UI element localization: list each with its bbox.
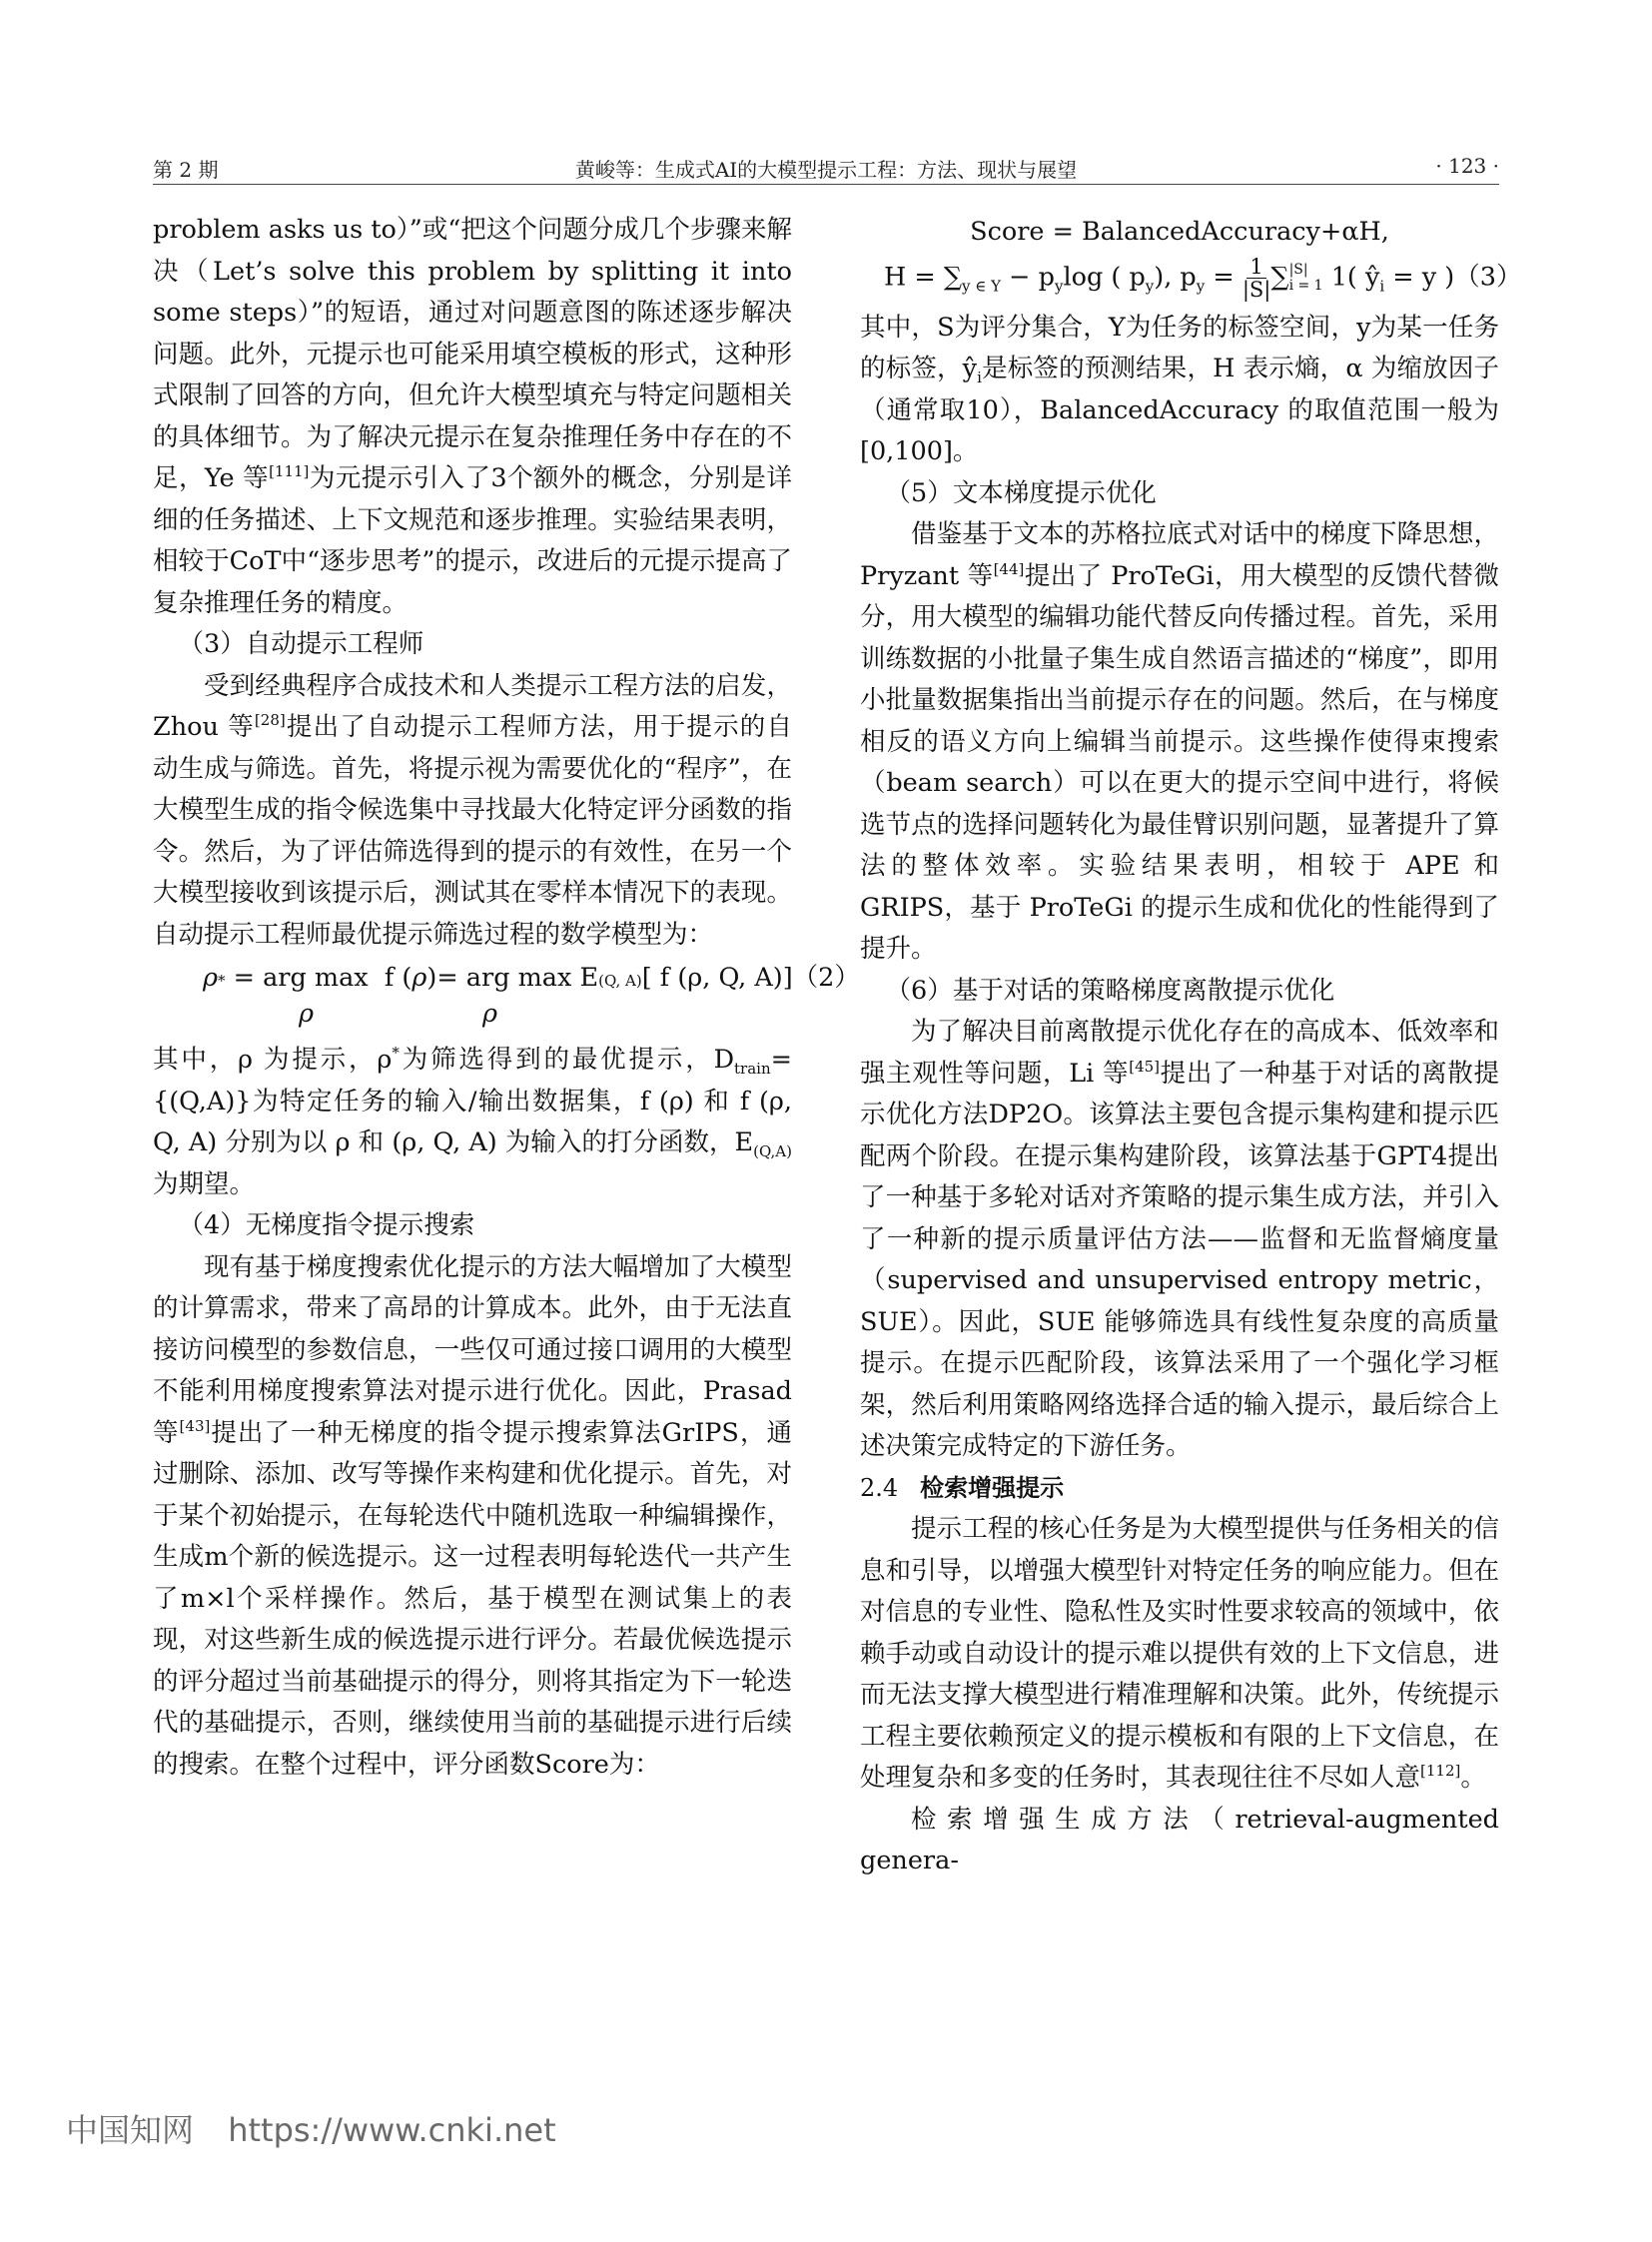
- paragraph: [153, 210, 792, 624]
- text: 为元提示引入了3个额外的概念，分别是详细的任务描述、上下文规范和逐步推理。实验结果表明，相较于CoT中“逐步思考”的提示，改进后的元提示提高了复杂推理任务的精度。: [153, 463, 792, 618]
- paragraph: 检索增强生成方法（retrieval-augmented genera-: [860, 1804, 1499, 1875]
- eq-term: = arg max f (: [225, 963, 413, 993]
- eq-term: [ f (ρ, Q, A)]: [641, 963, 793, 993]
- cnki-logo: 中国知网: [66, 2111, 195, 2149]
- text: 借鉴基于文本的苏格拉底式对话中的梯度下降思想，Pryzant 等: [860, 519, 1499, 591]
- eq-term: |S|: [1241, 277, 1271, 302]
- equation-2: ρ * = arg max f ( ρ )= arg max E (Q, A) [ f (ρ, Q, A)] （2） ρ ρ: [153, 958, 792, 1038]
- eq-term: =: [1205, 262, 1242, 292]
- text: problem asks us to）”或“把这个问题分成几个步骤来解决（Let’s solve this problem by splitting it into some steps）”的短语，通过对问题意图的陈述逐步解决问题。此外，元提示也可能采用填空模板的形式，这种形式限制了回答的方向，但允许大模型填充与特定问题相关的具体细节。为了解决元提示在复杂推理任务中存在的不足，Ye 等: [153, 215, 792, 493]
- text: 提出了自动提示工程师方法，用于提示的自动生成与筛选。首先，将提示视为需要优化的“程序”，在大模型生成的指令候选集中寻找最大化特定评分函数的指令。然后，为了评估筛选得到的提示的有效性，在另一个大模型接收到该提示后，测试其在零样本情况下的表现。自动提示工程师最优提示筛选过程的数学模型为：: [153, 712, 792, 950]
- watermark-footer: [66, 2105, 556, 2151]
- equation-3-line2: [860, 254, 1522, 306]
- eq-term: H = ∑: [884, 262, 963, 292]
- text: 其中，ρ 为提示，ρ: [153, 1045, 393, 1075]
- eq-term: y ∈ Y: [962, 277, 1002, 295]
- text: 为了解决目前离散提示优化存在的高成本、低效率和强主观性等问题，Li 等: [860, 1017, 1499, 1089]
- text: 为期望。: [153, 1168, 256, 1199]
- eq-term: i: [1379, 277, 1385, 295]
- eq-term: ρ: [482, 998, 497, 1029]
- paragraph: [153, 1247, 792, 1787]
- text: (Q,A): [753, 1142, 792, 1160]
- eq-term: )= arg max E: [426, 963, 599, 993]
- sum-limits: [1289, 262, 1323, 294]
- section-title: 检索增强提示: [920, 1473, 1065, 1502]
- text: *: [392, 1044, 400, 1062]
- running-header: [153, 150, 1499, 184]
- paragraph: [153, 666, 792, 957]
- citation: [112]: [1420, 1762, 1461, 1780]
- text: i: [977, 369, 982, 386]
- subsection-heading: （6）基于对话的策略梯度离散提示优化: [885, 975, 1335, 1006]
- citation: [44]: [993, 559, 1025, 578]
- text: 提出了 ProTeGi，用大模型的反馈代替微分，用大模型的编辑功能代替反向传播过程。首先，采用训练数据的小批量子集生成自然语言描述的“梯度”，即用小批量数据集指出当前提示存在的问题。然后，在与梯度相反的语义方向上编辑当前提示。这些操作使得束搜索（beam search）可以在更大的提示空间中进行，将候选节点的选择问题转化为最佳臂识别问题，显著提升了算法的整体效率。实验结果表明，相较于 APE 和 GRIPS，基于 ProTeGi 的提示生成和优化的性能得到了提升。: [860, 560, 1500, 964]
- eq-term: log ( p: [1063, 262, 1146, 292]
- eq-term: |S|: [1288, 262, 1308, 278]
- equation-number: （2）: [792, 963, 860, 993]
- citation: [28]: [254, 711, 286, 729]
- text: 提出了一种无梯度的指令提示搜索算法GrIPS，通过删除、添加、改写等操作来构建和优化提示。首先，对于某个初始提示，在每轮迭代中随机选取一种编辑操作，生成m个新的候选提示。这一过程表明每轮迭代一共产生了m×l个采样操作。然后，基于模型在测试集上的表现，对这些新生成的候选提示进行评分。若最优候选提示的评分超过当前基础提示的得分，则将其指定为下一轮迭代的基础提示，否则，继续使用当前的基础提示进行后续的搜索。在整个过程中，评分函数Score为：: [153, 1417, 792, 1780]
- paragraph: [153, 1040, 792, 1205]
- paragraph: [860, 1012, 1499, 1468]
- page-number: · 123 ·: [1435, 154, 1499, 178]
- citation: [43]: [179, 1416, 211, 1435]
- text: 为筛选得到的最优提示，D: [399, 1045, 735, 1075]
- running-title: 黄峻等：生成式AI的大模型提示工程：方法、现状与展望: [574, 158, 1078, 182]
- eq-term: 1: [1246, 256, 1265, 279]
- right-column: [860, 210, 1522, 1882]
- eq-term: y: [1145, 277, 1155, 295]
- text: 是标签的预测结果，H 表示熵，α 为缩放因子（通常取10），BalancedAccuracy 的取值范围一般为[0,100]。: [860, 354, 1500, 466]
- text: 提示工程的核心任务是为大模型提供与任务相关的信息和引导，以增强大模型针对特定任务的响应能力。但在对信息的专业性、隐私性及实时性要求较高的领域中，依赖手动或自动设计的提示难以提供有效的上下文信息，进而无法支撑大模型进行精准理解和决策。此外，传统提示工程主要依赖预定义的提示模板和有限的上下文信息，在处理复杂和多变的任务时，其表现往往不尽如人意: [860, 1514, 1499, 1793]
- equation-3-line1: Score = BalancedAccuracy+αH,: [970, 217, 1389, 247]
- subsection-heading: （4）无梯度指令提示搜索: [178, 1210, 475, 1240]
- eq-term: ρ: [203, 963, 218, 993]
- text: 现有基于梯度搜索优化提示的方法大幅增加了大模型的计算需求，带来了高昂的计算成本。此外，由于无法直接访问模型的参数信息，一些仅可通过接口调用的大模型不能利用梯度搜索算法对提示进行优化。因此，Prasad 等: [153, 1251, 792, 1448]
- eq-term: = y )（3）: [1384, 262, 1522, 292]
- fraction: [1242, 256, 1271, 301]
- eq-term: − p: [1001, 262, 1055, 292]
- eq-term: ρ: [412, 963, 427, 993]
- citation: [45]: [1129, 1057, 1161, 1076]
- cnki-url[interactable]: https://www.cnki.net: [228, 2111, 556, 2149]
- issue-number: 第 2 期: [153, 158, 219, 182]
- eq-term: 1( ŷ: [1322, 262, 1380, 292]
- text: 受到经典程序合成技术和人类提示工程方法的启发，Zhou 等: [153, 670, 792, 742]
- text: train: [734, 1060, 771, 1078]
- section-number: 2.4: [860, 1473, 899, 1502]
- eq-term: ∑: [1270, 262, 1289, 292]
- left-column: [153, 210, 860, 1786]
- citation: [111]: [269, 462, 310, 480]
- text: 。: [1460, 1763, 1486, 1793]
- subsection-heading: （5）文本梯度提示优化: [885, 477, 1157, 508]
- eq-term: ), p: [1154, 262, 1197, 292]
- paragraph: [860, 514, 1499, 971]
- paragraph: [860, 308, 1499, 473]
- text: = {(Q,A)}为特定任务的输入/输出数据集，f (ρ) 和 f (ρ, Q, A) 分别为以 ρ 和 (ρ, Q, A) 为输入的打分函数，E: [153, 1045, 793, 1157]
- eq-term: y: [1196, 277, 1206, 295]
- text: 提出了一种基于对话的离散提示优化方法DP2O。该算法主要包含提示集构建和提示匹配两个阶段。在提示集构建阶段，该算法基于GPT4提出了一种基于多轮对话对齐策略的提示集生成方法，并引入了一种新的提示质量评估方法——监督和无监督熵度量（supervised and unsupervised entropy metric，SUE）。因此，SUE 能够筛选具有线性复杂度的高质量提示。在提示匹配阶段，该算法采用了一个强化学习框架，然后利用策略网络选择合适的输入提示，最后综合上述决策完成特定的下游任务。: [860, 1058, 1499, 1461]
- section-heading: [860, 1468, 1499, 1510]
- eq-term: ρ: [299, 998, 314, 1029]
- subsection-heading: （3）自动提示工程师: [178, 629, 424, 659]
- header-rule: [153, 184, 1499, 185]
- eq-term: i = 1: [1288, 278, 1323, 294]
- paragraph: [860, 1509, 1499, 1800]
- eq-term: y: [1054, 277, 1064, 295]
- text: 其中，S为评分集合，Y为任务的标签空间，y为某一任务的标签，ŷ: [860, 312, 1499, 383]
